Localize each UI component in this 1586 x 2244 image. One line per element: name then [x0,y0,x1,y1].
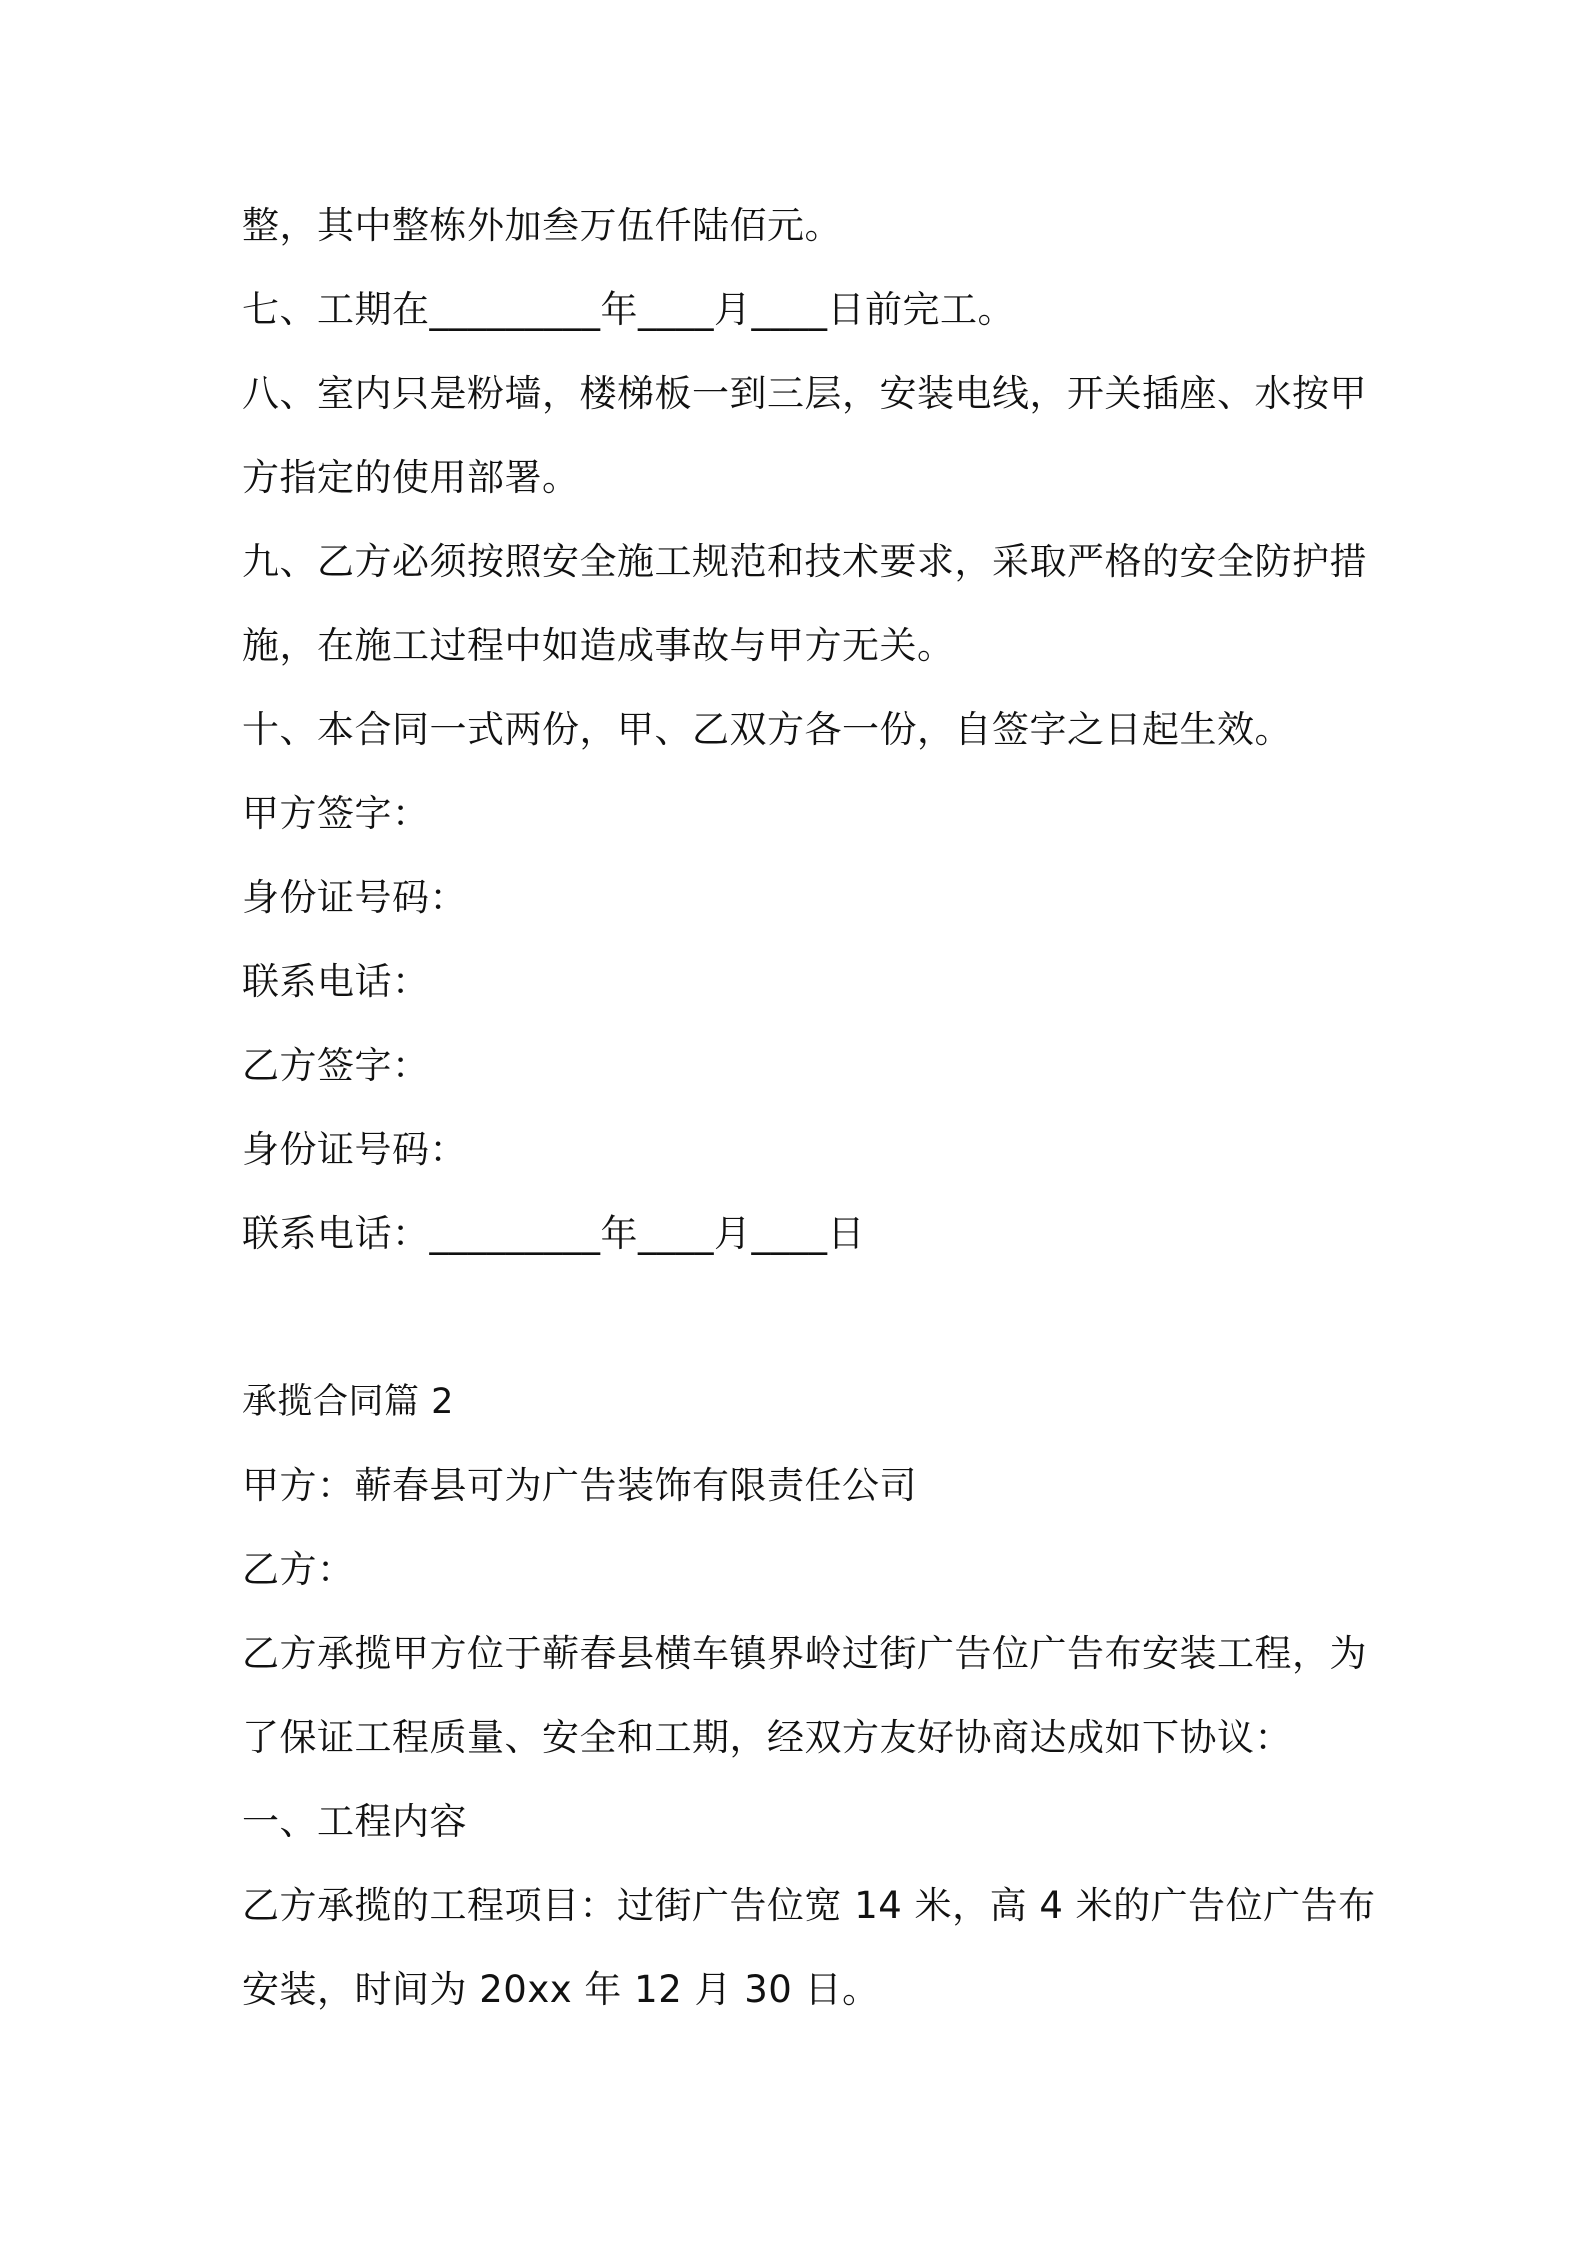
text-line-clause9-a: 九、乙方必须按照安全施工规范和技术要求，采取严格的安全防护措 [242,540,1367,583]
party-a-name: 甲方：蕲春县可为广告装饰有限责任公司 [242,1464,917,1507]
text-line-clause7: 七、工期在_________年____月____日前完工。 [242,288,1015,331]
intro-paragraph-b: 了保证工程质量、安全和工期，经双方友好协商达成如下协议： [242,1716,1292,1759]
intro-paragraph-a: 乙方承揽甲方位于蕲春县横车镇界岭过街广告位广告布安装工程，为 [242,1632,1367,1675]
project-description-b: 安装，时间为 20xx 年 12 月 30 日。 [242,1968,880,2011]
text-line-clause8-b: 方指定的使用部署。 [242,456,580,499]
heading-project-content: 一、工程内容 [242,1800,467,1843]
party-b-signature-label: 乙方签字： [242,1044,430,1087]
party-a-id-label: 身份证号码： [242,876,467,919]
party-b-name: 乙方： [242,1548,355,1591]
text-line-clause9-b: 施，在施工过程中如造成事故与甲方无关。 [242,624,955,667]
text-line-clause6-end: 整，其中整栋外加叁万伍仟陆佰元。 [242,204,842,247]
section-title: 承揽合同篇 2 [242,1382,454,1422]
party-a-phone-label: 联系电话： [242,960,430,1003]
party-a-signature-label: 甲方签字： [242,792,430,835]
text-line-clause8-a: 八、室内只是粉墙，楼梯板一到三层，安装电线，开关插座、水按甲 [242,372,1367,415]
party-b-phone-date-line: 联系电话：_________年____月____日 [242,1212,865,1255]
project-description-a: 乙方承揽的工程项目：过街广告位宽 14 米，高 4 米的广告位广告布 [242,1884,1376,1927]
party-b-id-label: 身份证号码： [242,1128,467,1171]
text-line-clause10: 十、本合同一式两份，甲、乙双方各一份，自签字之日起生效。 [242,708,1292,751]
